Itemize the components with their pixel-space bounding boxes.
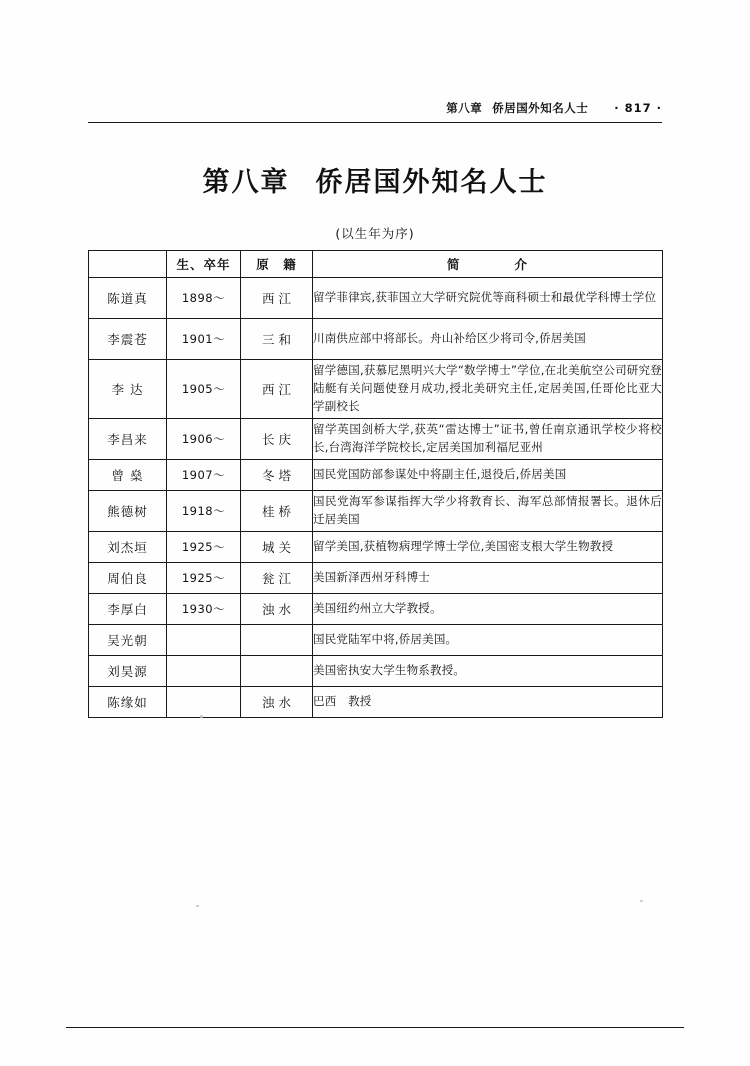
cell-bio: 国民党国防部参谋处中将副主任,退役后,侨居美国 — [313, 460, 663, 491]
table-row — [89, 532, 663, 563]
cell-name: 陈缘如 — [89, 687, 167, 718]
table-row — [89, 360, 663, 419]
cell-name: 李震苍 — [89, 319, 167, 360]
cell-years: 1907～ — [167, 460, 241, 491]
cell-origin: 浊水 — [241, 594, 313, 625]
cell-origin: 三和 — [241, 319, 313, 360]
cell-origin: 长庆 — [241, 419, 313, 460]
table-body — [89, 278, 663, 718]
col-header-name — [89, 251, 167, 278]
cell-years — [167, 656, 241, 687]
table-row — [89, 594, 663, 625]
header-divider — [88, 122, 662, 123]
cell-bio: 美国密执安大学生物系教授。 — [313, 656, 663, 687]
running-header — [446, 100, 662, 116]
cell-bio: 国民党海军参谋指挥大学少将教育长、海军总部情报署长。退休后迁居美国 — [313, 491, 663, 532]
cell-bio: 留学美国,获植物病理学博士学位,美国密支根大学生物教授 — [313, 532, 663, 563]
persons-table-wrapper — [88, 250, 662, 718]
cell-name: 周伯良 — [89, 563, 167, 594]
cell-years: 1930～ — [167, 594, 241, 625]
cell-years: 1918～ — [167, 491, 241, 532]
cell-bio: 留学菲律宾,获菲国立大学研究院优等商科硕士和最优学科博士学位 — [313, 278, 663, 319]
cell-origin: 冬塔 — [241, 460, 313, 491]
cell-years: 1901～ — [167, 319, 241, 360]
table-header-row — [89, 251, 663, 278]
cell-years — [167, 687, 241, 718]
table-row — [89, 319, 663, 360]
page-title-text: 侨居国外知名人士 — [315, 167, 548, 198]
cell-bio: 留学德国,获慕尼黑明兴大学“数学博士”学位,在北美航空公司研究登陆艇有关问题使登月成功,授北美研究主任,定居美国,任哥伦比亚大学副校长 — [313, 360, 663, 419]
cell-origin: 西江 — [241, 360, 313, 419]
col-header-origin: 原 籍 — [241, 251, 313, 278]
cell-origin — [241, 625, 313, 656]
col-header-bio: 简 介 — [313, 251, 663, 278]
col-header-years: 生、卒年 — [167, 251, 241, 278]
running-header-title: 侨居国外知名人士 — [492, 101, 589, 115]
table-row — [89, 419, 663, 460]
scan-speck — [200, 715, 203, 718]
cell-bio: 巴西 教授 — [313, 687, 663, 718]
cell-years — [167, 625, 241, 656]
cell-name: 刘杰垣 — [89, 532, 167, 563]
table-row — [89, 656, 663, 687]
table-header — [89, 251, 663, 278]
cell-years: 1925～ — [167, 563, 241, 594]
cell-name: 李昌来 — [89, 419, 167, 460]
page-title — [0, 160, 750, 199]
table-row — [89, 563, 663, 594]
cell-name: 陈道真 — [89, 278, 167, 319]
cell-origin: 西江 — [241, 278, 313, 319]
cell-bio: 美国纽约州立大学教授。 — [313, 594, 663, 625]
cell-name: 刘昊源 — [89, 656, 167, 687]
cell-origin: 浊水 — [241, 687, 313, 718]
scan-speck — [196, 905, 199, 907]
cell-origin — [241, 656, 313, 687]
cell-name: 吴光朝 — [89, 625, 167, 656]
page-number: · 817 · — [614, 101, 662, 115]
cell-bio: 国民党陆军中将,侨居美国。 — [313, 625, 663, 656]
cell-name: 李厚白 — [89, 594, 167, 625]
table-row — [89, 687, 663, 718]
table-row — [89, 278, 663, 319]
table-row — [89, 625, 663, 656]
page-subtitle: (以生年为序) — [335, 226, 415, 241]
footer-divider — [66, 1027, 684, 1028]
scan-speck — [640, 900, 643, 902]
cell-bio: 美国新泽西州牙科博士 — [313, 563, 663, 594]
cell-origin: 桂桥 — [241, 491, 313, 532]
cell-name: 熊德树 — [89, 491, 167, 532]
persons-table — [88, 250, 663, 718]
table-row — [89, 460, 663, 491]
running-header-chapter: 第八章 — [446, 101, 483, 115]
cell-bio: 川南供应部中将部长。舟山补给区少将司令,侨居美国 — [313, 319, 663, 360]
cell-years: 1898～ — [167, 278, 241, 319]
cell-origin: 瓮江 — [241, 563, 313, 594]
cell-bio: 留学英国剑桥大学,获英“雷达博士”证书,曾任南京通讯学校少将校长,台湾海洋学院校长,定居美国加利福尼亚州 — [313, 419, 663, 460]
cell-name: 曾 燊 — [89, 460, 167, 491]
cell-name: 李 达 — [89, 360, 167, 419]
cell-origin: 城关 — [241, 532, 313, 563]
cell-years: 1905～ — [167, 360, 241, 419]
page-title-chapter: 第八章 — [202, 167, 290, 198]
cell-years: 1906～ — [167, 419, 241, 460]
cell-years: 1925～ — [167, 532, 241, 563]
table-row — [89, 491, 663, 532]
